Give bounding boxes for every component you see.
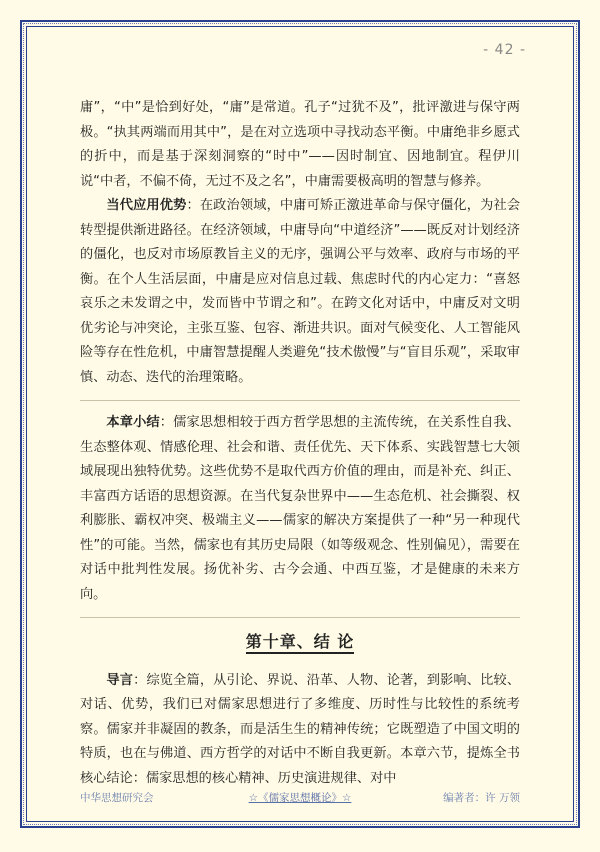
footer-author: 编著者：许 万领: [443, 792, 520, 804]
section-divider: [80, 617, 520, 618]
intro-body: ：综览全篇，从引论、界说、沿革、人物、论著，到影响、比较、对话、优势，我们已对儒家思想进行了多维度、历时性与比较性的系统考察。儒家并非凝固的教条，而是活生生的精神传统；它既塑造了中国文明的特质，也在与佛道、西方哲学的对话中不断自我更新。本章六节，提炼全书核心结论：儒家思想的核心精神、历史演进规律、对中: [80, 672, 521, 786]
chapter-title: [80, 630, 520, 655]
section-divider: [80, 400, 520, 401]
page-content: [80, 96, 520, 791]
footer-book-title-text: ☆《儒家思想概论》☆: [248, 792, 352, 804]
chapter-title-text: 第十章、结 论: [246, 632, 355, 654]
summary-lead-label: 本章小结: [106, 415, 160, 430]
chapter-introduction: [80, 669, 520, 792]
summary-body: ：儒家思想相较于西方哲学思想的主流传统，在关系性自我、生态整体观、情感伦理、社会和谐、责任优先、天下体系、实践智慧七大领域展现出独特优势。这些优势不是取代西方价值的理由，而是补充、纠正、丰富西方话语的思想资源。在当代复杂世界中——生态危机、社会撕裂、权利膨胀、霸权冲突、极端主义——儒家的解决方案提供了一种“另一种现代性”的可能。当然，儒家也有其历史局限（如等级观念、性别偏见），需要在对话中批判性发展。扬优补劣、古今会通、中西互鉴，才是健康的未来方向。: [80, 415, 520, 602]
paragraph-lead-label: 当代应用优势: [106, 198, 187, 213]
page-number: - 42 -: [483, 42, 526, 58]
footer-publisher: 中华思想研究会: [80, 792, 154, 804]
paragraph-zhongyong-definition: 庸”，“中”是恰到好处，“庸”是常道。孔子“过犹不及”，批评激进与保守两极。“执其两端而用其中”，是在对立选项中寻找动态平衡。中庸绝非乡愿式的折中，而是基于深刻洞察的“时中”——因时制宜、因地制宜。程伊川说“中者，不偏不倚，无过不及之名”，中庸需要极高明的智慧与修养。: [80, 100, 520, 189]
paragraph-contemporary-advantages: [80, 194, 520, 390]
chapter-summary: [80, 411, 520, 607]
paragraph-body: ：在政治领域，中庸可矫正激进革命与保守僵化，为社会转型提供渐进路径。在经济领域，中庸导向“中道经济”——既反对计划经济的僵化，也反对市场原教旨主义的无序，强调公平与效率、政府与市场的平衡。在个人生活层面，中庸是应对信息过载、焦虑时代的内心定力：“喜怒哀乐之未发谓之中，发而皆中节谓之和”。在跨文化对话中，中庸反对文明优劣论与冲突论，主张互鉴、包容、渐进共识。面对气候变化、人工智能风险等存在性危机，中庸智慧提醒人类避免“技术傲慢”与“盲目乐观”，采取审慎、动态、迭代的治理策略。: [80, 198, 521, 385]
intro-lead-label: 导言: [106, 672, 134, 688]
